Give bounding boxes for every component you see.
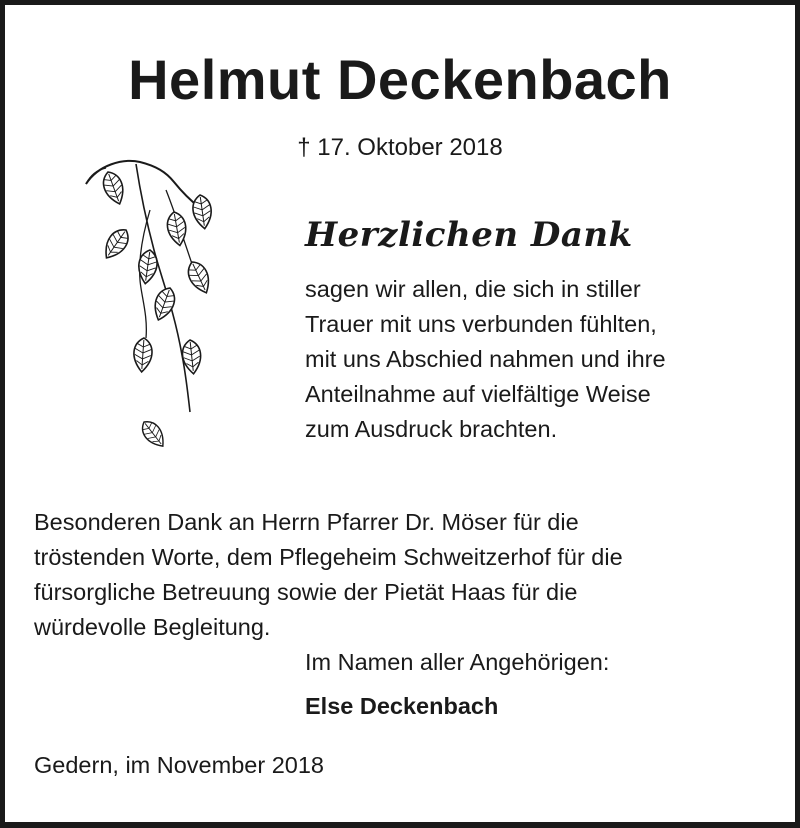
thanks-message	[305, 272, 775, 447]
family-intro: Im Namen aller Angehörigen:	[305, 649, 610, 675]
deceased-name: Helmut Deckenbach	[128, 48, 672, 111]
thanks-line: zum Ausdruck brachten.	[305, 416, 558, 442]
thanks-line: Trauer mit uns verbunden fühlten,	[305, 311, 657, 337]
thanks-line: Anteilnahme auf vielfältige Weise	[305, 381, 651, 407]
death-date: † 17. Oktober 2018	[297, 134, 503, 161]
birch-branch-icon	[78, 150, 228, 480]
thanks-title: Herzlichen Dank	[305, 215, 633, 255]
thanks-line: sagen wir allen, die sich in stiller	[305, 276, 641, 302]
special-thanks-line: Besonderen Dank an Herrn Pfarrer Dr. Möser für die	[34, 509, 579, 535]
thanks-line: mit uns Abschied nahmen und ihre	[305, 346, 666, 372]
special-thanks	[34, 505, 774, 645]
special-thanks-line: tröstenden Worte, dem Pflegeheim Schweitzerhof für die	[34, 544, 623, 570]
special-thanks-line: würdevolle Begleitung.	[34, 614, 271, 640]
signer-name: Else Deckenbach	[305, 693, 499, 719]
place-date: Gedern, im November 2018	[34, 752, 324, 778]
special-thanks-line: fürsorgliche Betreuung sowie der Pietät Haas für die	[34, 579, 578, 605]
